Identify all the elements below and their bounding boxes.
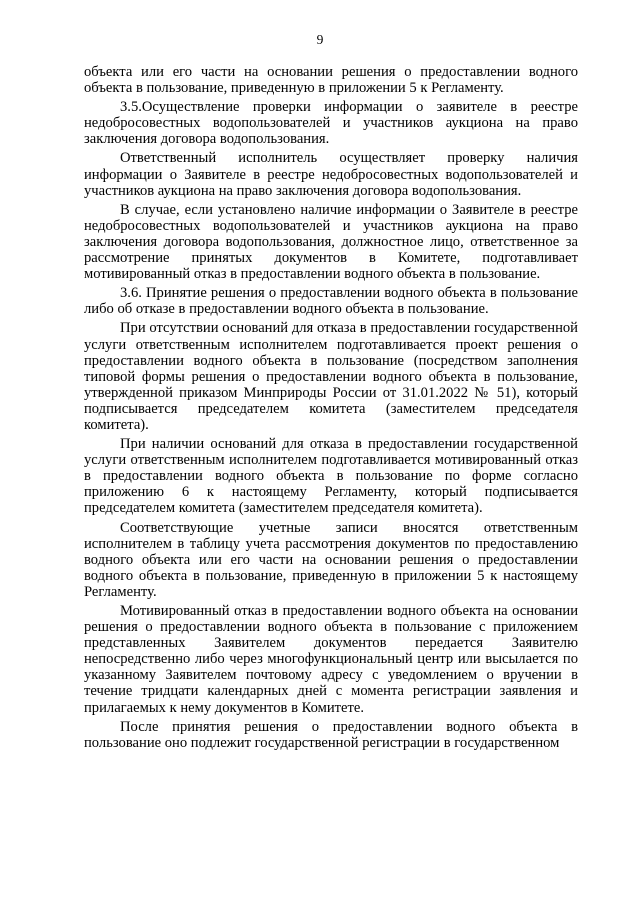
- paragraph-section-3-6-heading: 3.6. Принятие решения о предоставлении водного объекта в пользование либо об отказе в предоставлении водного объекта в пользование.: [84, 285, 578, 318]
- paragraph-refusal-delivery: Мотивированный отказ в предоставлении водного объекта на основании решения о предоставлении водного объекта в пользование с приложением представленных Заявителем документов передается Заявителю непосредственно либо через многофункциональный центр или высылается по указанному Заявителем почтовому адресу с уведомлением о вручении в течение тридцати календарных дней с момента регистрации заявления и прилагаемых к нему документов в Комитете.: [84, 603, 578, 716]
- document-body: [84, 64, 578, 754]
- paragraph-decision-draft: При отсутствии оснований для отказа в предоставлении государственной услуги ответственным исполнителем подготавливается проект решения о предоставлении водного объекта в пользование (посредством заполнения типовой формы решения о предоставлении водного объекта в пользование, утвержденной приказом Минприроды России от 31.01.2022 № 51), который подписывается председателем комитета (заместителем председателя комитета).: [84, 320, 578, 433]
- page-number: 9: [316, 32, 324, 47]
- paragraph-accounting-records: Соответствующие учетные записи вносятся ответственным исполнителем в таблицу учета рассмотрения документов по предоставлению водного объекта или его части на основании решения о предоставлении водного объекта в пользование, приведенную в приложении 5 к настоящему Регламенту.: [84, 519, 578, 600]
- paragraph-continuation: объекта или его части на основании решения о предоставлении водного объекта в пользование, приведенную в приложении 5 к Регламенту.: [84, 64, 578, 97]
- paragraph-refusal-draft: При наличии оснований для отказа в предоставлении государственной услуги ответственным исполнителем подготавливается мотивированный отказ в предоставлении водного объекта в пользование по форме согласно приложению 6 к настоящему Регламенту, который подписывается председателем комитета (заместителем председателя комитета).: [84, 436, 578, 517]
- paragraph-registry-refusal: В случае, если установлено наличие информации о Заявителе в реестре недобросовестных водопользователей и участников аукциона на право заключения договора водопользования, должностное лицо, ответственное за рассмотрение принятых документов в Комитете, подготавливает мотивированный отказ в предоставлении водного объекта в пользование.: [84, 201, 578, 283]
- paragraph-registry-check: Ответственный исполнитель осуществляет проверку наличия информации о Заявителе в реестре недобросовестных водопользователей и участников аукциона на право заключения договора водопользования.: [84, 150, 578, 199]
- paragraph-section-3-5-heading: 3.5.Осуществление проверки информации о заявителе в реестре недобросовестных водопользователей и участников аукциона на право заключения договора водопользования.: [84, 99, 578, 148]
- paragraph-state-registration: После принятия решения о предоставлении водного объекта в пользование оно подлежит государственной регистрации в государственном: [84, 718, 578, 751]
